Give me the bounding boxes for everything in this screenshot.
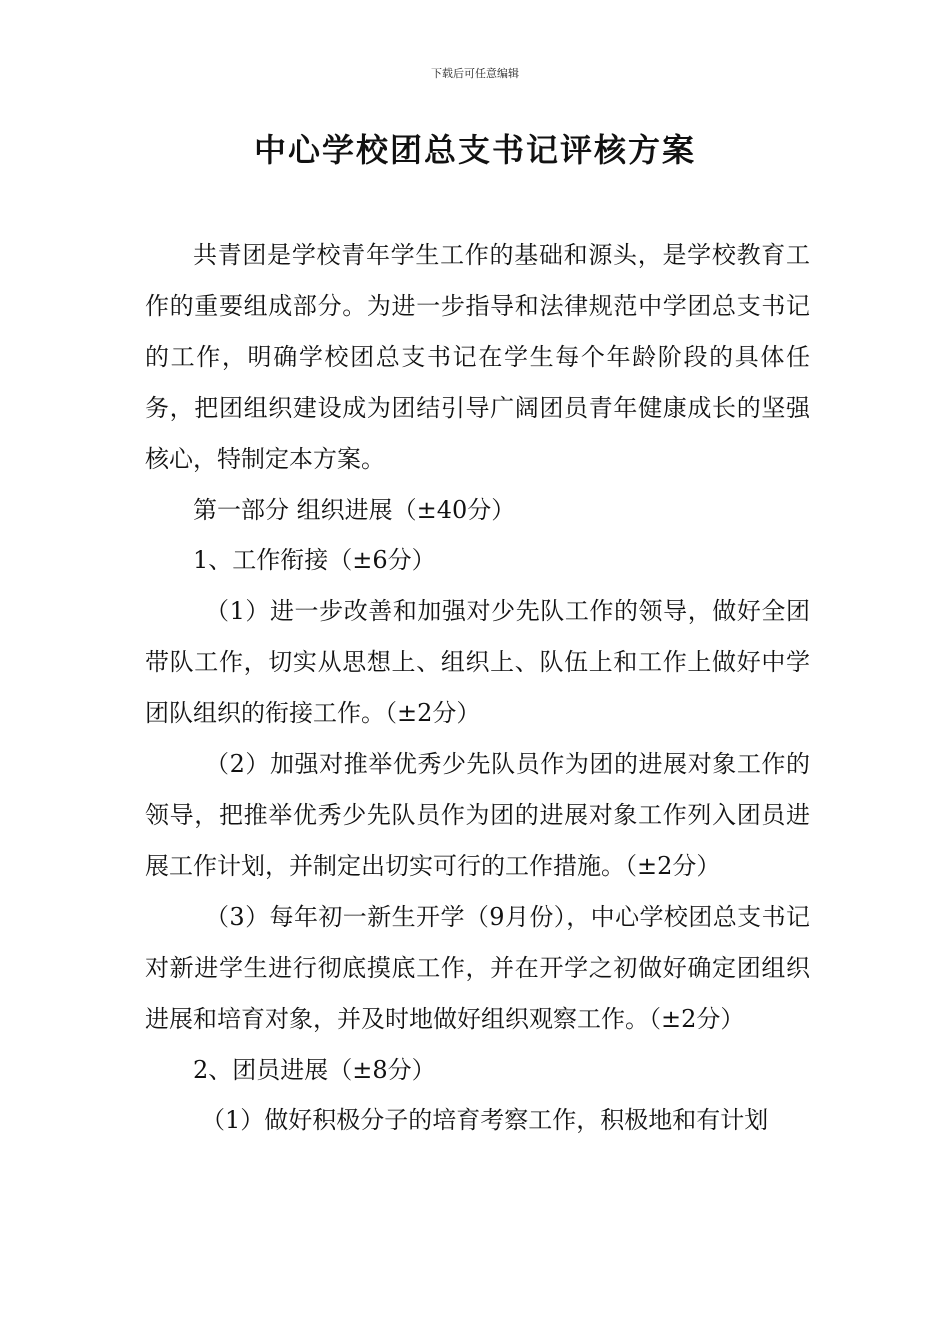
section1-item1: （1）进一步改善和加强对少先队工作的领导，做好全团带队工作，切实从思想上、组织上、队伍上和工作上做好中学团队组织的衔接工作。（±2分）	[145, 597, 810, 728]
header-note: 下载后可任意编辑	[431, 67, 519, 80]
document-title: 中心学校团总支书记评核方案	[253, 131, 696, 169]
section1-item2: （2）加强对推举优秀少先队员作为团的进展对象工作的领导，把推举优秀少先队员作为团的进展对象工作列入团员进展工作计划，并制定出切实可行的工作措施。（±2分）	[145, 750, 810, 880]
section1-item3: （3）每年初一新生开学（9月份），中心学校团总支书记对新进学生进行彻底摸底工作，并在开学之初做好确定团组织进展和培育对象，并及时地做好组织观察工作。（±2分）	[145, 902, 810, 1033]
section2-heading: 2、团员进展（±8分）	[193, 1055, 436, 1084]
section1-heading: 1、工作衔接（±6分）	[193, 546, 436, 575]
intro-paragraph: 共青团是学校青年学生工作的基础和源头，是学校教育工作的重要组成部分。为进一步指导和法律规范中学团总支书记的工作，明确学校团总支书记在学生每个年龄阶段的具体任务，把团组织建设成为团结引导广阔团员青年健康成长的坚强核心，特制定本方案。	[145, 241, 810, 473]
section2-item1: （1）做好积极分子的培育考察工作，积极地和有计划	[201, 1106, 769, 1135]
part1-heading: 第一部分 组织进展（±40分）	[193, 495, 516, 524]
document-body	[145, 230, 810, 1146]
